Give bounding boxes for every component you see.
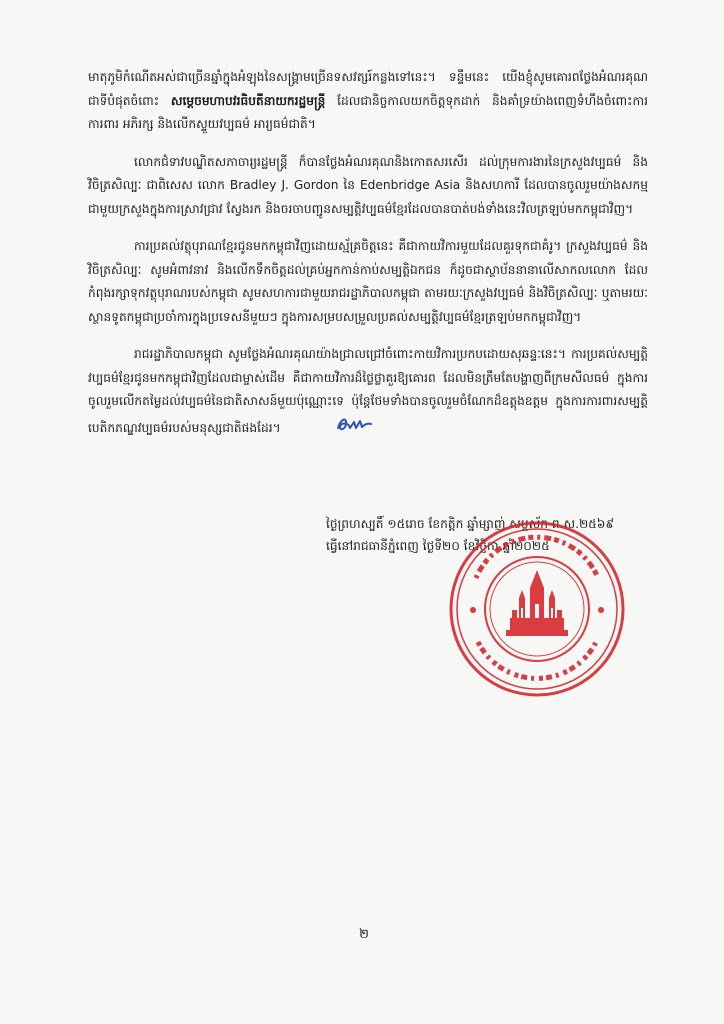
signature-icon (289, 414, 373, 443)
body-text (88, 66, 648, 456)
lunar-date: ថ្ងៃព្រហស្បតិ៍ ១៥រោច ខែកត្តិក ឆ្នាំម្សាញ់ សប្តស័ក ព.ស.២៥៦៩ (326, 517, 615, 531)
paragraph-4-text: រាជរដ្ឋាភិបាលកម្ពុជា សូមថ្លែងអំណរគុណយ៉ាងជ្រាលជ្រៅចំពោះកាយវិការប្រកបដោយសុឆន្ទៈនេះ។ ការប្រគល់សម្បត្តិវប្បធម៌ខ្មែរជូនមកកម្ពុជាវិញដែលជាម្ចាស់ដើម គឺជាកាយវិការដ៏ថ្លៃថ្លាគួរឱ្យគោរព ដែលមិនត្រឹមតែបង្ហាញពីក្រមសីលធម៌ ក្នុងការចូលរួមលើកតម្លៃដល់វប្បធម៌នៃជាតិសាសន៍មួយប៉ុណ្ណោះទេ ប៉ុន្តែថែមទាំងបានចូលរួមចំណែកដ៏ឧត្ដុងឧត្ដម ក្នុងការការពារសម្បត្តិបេតិកភណ្ឌវប្បធម៌របស់មនុស្សជាតិផងដែរ។ (88, 347, 648, 435)
paragraph-1-start: មាតុភូមិកំណើតអស់ជាច្រើនឆ្នាំក្នុងអំឡុងនៃសង្គ្រាមច្រើនទសវត្សរ៍កន្លងទៅនេះ។ ទន្ទឹមនេះ យើងខ្ញុំសូមគោរពថ្លែងអំណរគុណជាទីបំផុតចំពោះ (88, 70, 648, 108)
paragraph-2: លោកជំទាវបណ្ឌិតសភាចារ្យរដ្ឋមន្ត្រី ក៏បានថ្លែងអំណរគុណនិងកោតសរសើរ ដល់ក្រុមការងារនៃក្រសួងវប្បធម៌ និងវិចិត្រសិល្បៈ ជាពិសេស លោក Bradley J. Gordon នៃ Edenbridge Asia និងសហការី ដែលបានចូលរួមយ៉ាងសកម្មជាមួយក្រសួងក្នុងការស្រាវជ្រាវ ស្វែងរក និងចរចាបញ្ជូនសម្បត្តិវប្បធម៌ខ្មែរដែលបានបាត់បង់ទាំងនេះវិលត្រឡប់មកកម្ពុជាវិញ។ (88, 154, 648, 216)
paragraph-1-end: ដែលជានិច្ចកាលយកចិត្តទុកដាក់ និងគាំទ្រយ៉ាងពេញទំហឹងចំពោះការការពារ អភិរក្ស និងលើកស្ទួយវប្បធម៌ អារ្យធម៌ជាតិ។ (88, 93, 648, 131)
prime-minister-title: សម្ដេចមហាបវរធិបតីនាយករដ្ឋមន្ត្រី (170, 93, 326, 108)
paragraph-3: ការប្រគល់វត្ថុបុរាណខ្មែរជូនមកកម្ពុជាវិញដោយស្ម័គ្រចិត្តនេះ គឺជាកាយវិការមួយដែលគួរទុកជាគំរូ។ ក្រសួងវប្បធម៌ និងវិចិត្រសិល្បៈ សូមអំពាវនាវ និងលើកទឹកចិត្តដល់គ្រប់អ្នកកាន់កាប់សម្បត្តិឯកជន ក៏ដូចជាស្ថាប័ននានាលើសាកលលោក ដែលកំពុងរក្សាទុកវត្ថុបុរាណរបស់កម្ពុជា សូមសហការជាមួយរាជរដ្ឋាភិបាលកម្ពុជា តាមរយៈក្រសួងវប្បធម៌ និងវិចិត្រសិល្បៈ ឬតាមរយៈស្ថានទូតកម្ពុជាប្រចាំការក្នុងប្រទេសនីមួយៗ ក្នុងការសម្របសម្រួលប្រគល់សម្បត្តិវប្បធម៌ខ្មែរត្រឡប់មកកម្ពុជាវិញ។ (88, 239, 648, 324)
paragraph-4 (88, 343, 648, 442)
page-number: ២ (359, 927, 369, 942)
paragraph-1 (88, 66, 648, 137)
gregorian-date: ធ្វើនៅរាជធានីភ្នំពេញ ថ្ងៃទី២០ ខែវិច្ឆិកា ឆ្នាំ២០២៥ (326, 539, 550, 553)
ministry-seal-icon (446, 518, 628, 700)
